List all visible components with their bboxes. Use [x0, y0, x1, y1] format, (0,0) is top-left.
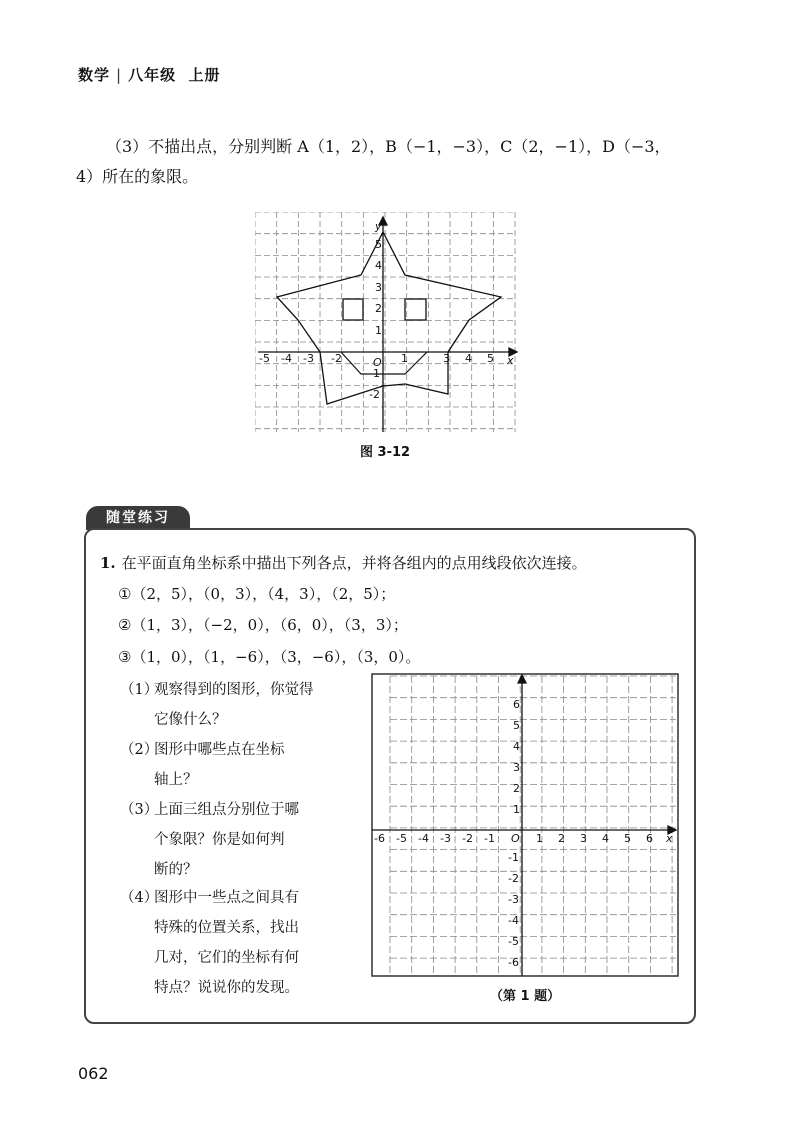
- header-volume: 上册: [188, 66, 221, 84]
- fig-x-tick: -2: [331, 352, 342, 365]
- point-group-2: ②（1，3），（−2，0），（6，0），（3，3）；: [118, 616, 408, 634]
- sub-line: 上面三组点分别位于哪: [154, 802, 299, 818]
- question-text: 在平面直角坐标系中描出下列各点，并将各组内的点用线段依次连接。: [121, 554, 587, 572]
- fig-y-tick: 2: [375, 302, 382, 315]
- fig-y-tick: 1: [375, 324, 382, 337]
- fig-origin: O: [373, 356, 382, 369]
- ex-origin: O: [511, 832, 520, 845]
- sub-line: 观察得到的图形，你觉得: [154, 682, 314, 698]
- fig-y-tick: -1: [369, 367, 380, 380]
- ex-x-tick: 3: [580, 832, 587, 845]
- star-shape: [277, 232, 501, 404]
- practice-tag: 随堂练习: [86, 506, 190, 530]
- ex-y-tick: -4: [508, 914, 519, 927]
- ex-x-tick: -4: [418, 832, 429, 845]
- sub-label: （1）: [120, 682, 159, 698]
- sub-question-4: [120, 883, 360, 1003]
- ex-x-tick: -2: [462, 832, 473, 845]
- question-number: 1.: [100, 554, 116, 572]
- sub-label: （4）: [120, 890, 159, 906]
- sub-line: 断的？: [154, 862, 198, 878]
- exercise-axes: [372, 675, 676, 976]
- figure-3-12: [255, 212, 520, 437]
- ex-y-tick: -6: [508, 956, 519, 969]
- ex-y-tick: -2: [508, 872, 519, 885]
- sub-line: 它像什么？: [154, 712, 227, 728]
- ex-y-tick: 6: [513, 698, 520, 711]
- sub-question-3: [120, 795, 360, 885]
- ex-x-tick: -5: [396, 832, 407, 845]
- sub-line: 个象限？你是如何判: [154, 832, 285, 848]
- sub-line: 特点？说说你的发现。: [154, 980, 299, 996]
- paragraph-line-2: 4）所在的象限。: [76, 167, 199, 186]
- sub-question-2: [120, 735, 360, 795]
- sub-line: 图形中一些点之间具有: [154, 890, 299, 906]
- paragraph-line-1: （3）不描出点，分别判断 A（1，2），B（−1，−3），C（2，−1），D（−3，: [106, 137, 671, 156]
- question-1: [100, 552, 587, 573]
- figure-axes: [258, 217, 517, 432]
- fig-x-tick: -4: [281, 352, 292, 365]
- fig-y-tick: 4: [375, 259, 382, 272]
- sub-line: 图形中哪些点在坐标: [154, 742, 285, 758]
- ex-x-tick: 4: [602, 832, 609, 845]
- fig-y-tick: -2: [369, 388, 380, 401]
- fig-x-tick: 3: [443, 352, 450, 365]
- point-group-3: ③（1，0），（1，−6），（3，−6），（3，0）。: [118, 648, 421, 666]
- fig-x-label: x: [507, 354, 514, 367]
- figure-grid: [255, 212, 515, 432]
- fig-x-tick: -3: [303, 352, 314, 365]
- sub-question-1: [120, 675, 360, 735]
- ex-x-tick: -1: [484, 832, 495, 845]
- right-eye: [405, 299, 426, 320]
- ex-y-tick: -5: [508, 935, 519, 948]
- ex-x-tick: 6: [646, 832, 653, 845]
- fig-x-tick: 5: [487, 352, 494, 365]
- left-eye: [343, 299, 363, 320]
- page-number: 062: [78, 1064, 109, 1083]
- ex-x-tick: -6: [374, 832, 385, 845]
- fig-y-tick: 3: [375, 281, 382, 294]
- fig-x-tick: -5: [259, 352, 270, 365]
- fig-y-tick: 5: [375, 238, 382, 251]
- exercise-grid-lines: [390, 676, 676, 976]
- ex-y-tick: 5: [513, 719, 520, 732]
- ex-y-tick: -3: [508, 893, 519, 906]
- ex-x-tick: 5: [624, 832, 631, 845]
- fig-y-label: y: [375, 220, 382, 233]
- ex-x-tick: -3: [440, 832, 451, 845]
- sub-line: 轴上？: [154, 772, 198, 788]
- question-3-paragraph: [76, 132, 716, 192]
- ex-y-tick: -1: [508, 851, 519, 864]
- exercise-grid: [370, 672, 682, 980]
- star-mouth: [341, 352, 427, 374]
- fig-x-tick: 1: [401, 352, 408, 365]
- sub-line: 几对，它们的坐标有何: [154, 950, 299, 966]
- ex-y-tick: 1: [513, 803, 520, 816]
- sub-label: （3）: [120, 802, 159, 818]
- header-grade: 八年级: [128, 66, 177, 84]
- sub-label: （2）: [120, 742, 159, 758]
- point-group-1: ①（2，5），（0，3），（4，3），（2，5）；: [118, 585, 396, 603]
- ex-y-tick: 4: [513, 740, 520, 753]
- figure-caption: 图 3-12: [360, 445, 411, 460]
- ex-y-tick: 3: [513, 761, 520, 774]
- fig-x-tick: 4: [465, 352, 472, 365]
- ex-y-tick: 2: [513, 782, 520, 795]
- ex-x-tick: 1: [536, 832, 543, 845]
- ex-x-label: x: [666, 832, 673, 845]
- ex-x-tick: 2: [558, 832, 565, 845]
- header-subject: 数学: [78, 66, 111, 84]
- page-header: 数学 | 八年级 上册: [78, 66, 221, 84]
- exercise-caption: （第 1 题）: [490, 989, 561, 1004]
- sub-line: 特殊的位置关系，找出: [154, 920, 299, 936]
